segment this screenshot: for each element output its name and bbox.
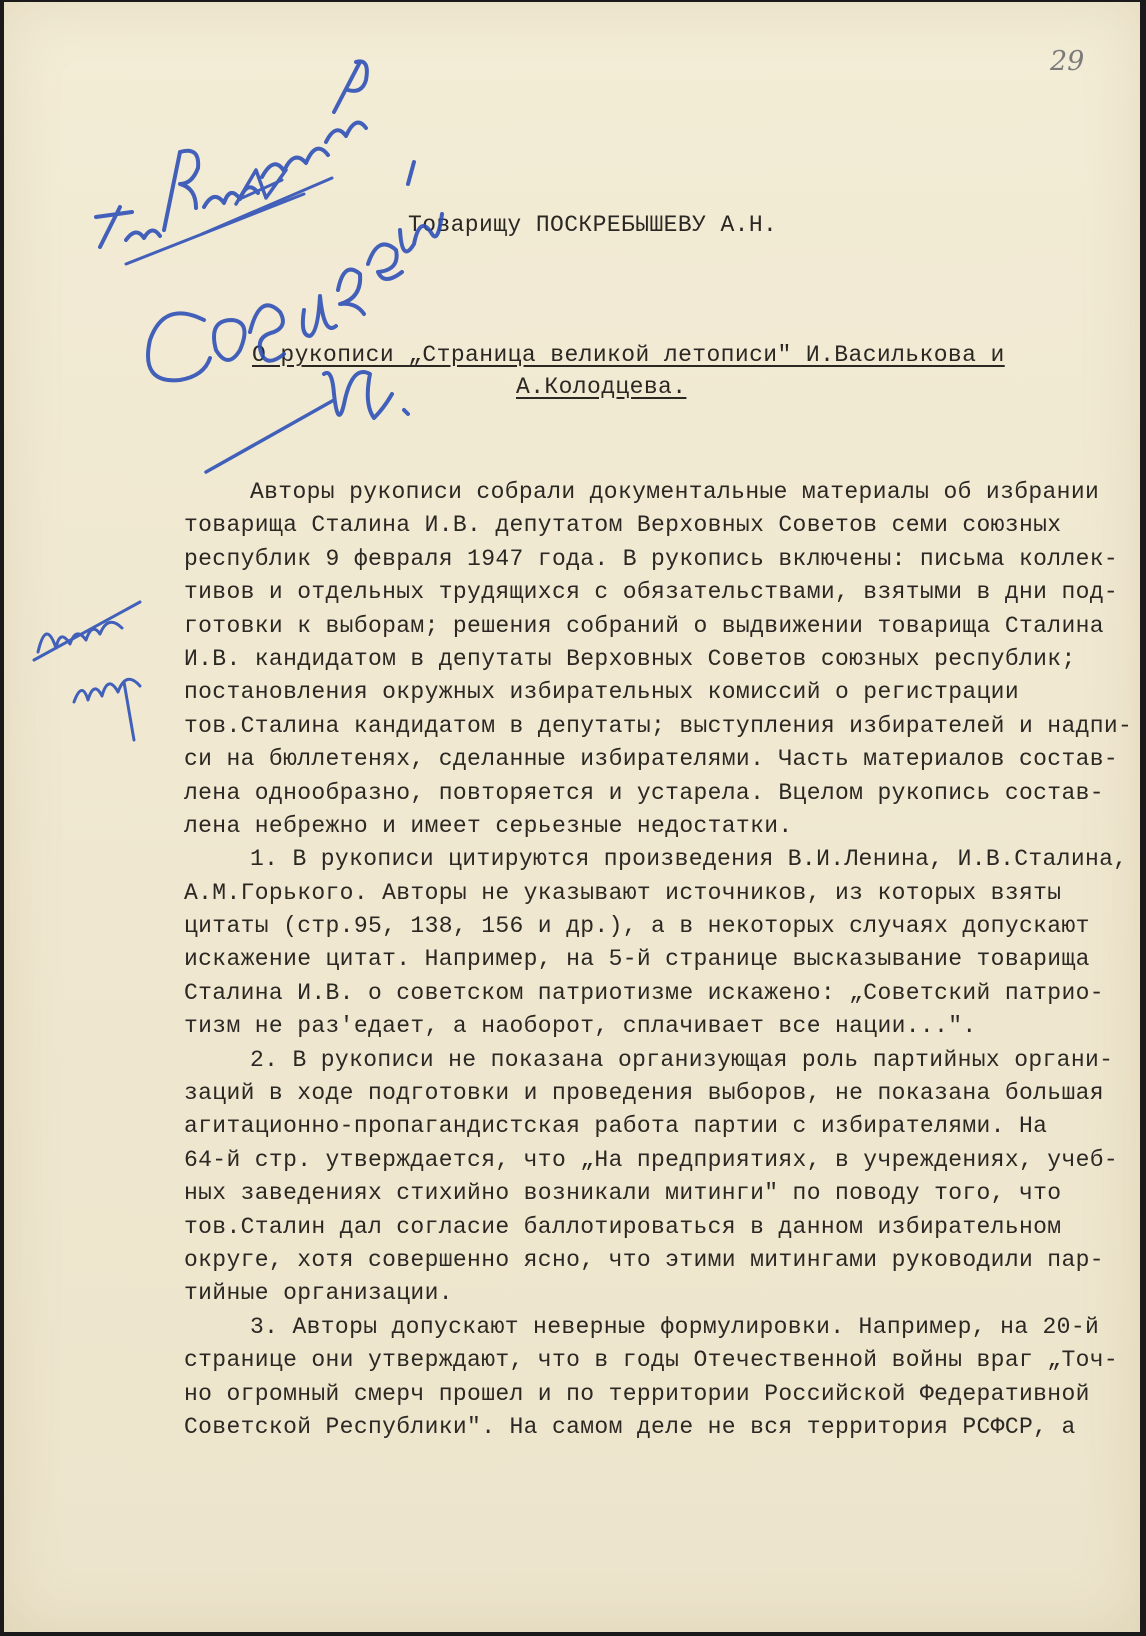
body-line: искажение цитат. Например, на 5-й странице высказывание товарища [184,946,1090,973]
body-text [184,476,1133,1444]
body-line: А.М.Горького. Авторы не указывают источников, из которых взяты [184,879,1062,906]
body-line: 2. В рукописи не показана организующая роль партийных органи- [250,1046,1114,1073]
body-line: 64-й стр. утверждается, что „На предприятиях, в учреждениях, учеб- [184,1146,1119,1173]
body-line: Сталина И.В. о советском патриотизме искажено: „Советский патрио- [184,979,1104,1006]
body-line: республик 9 февраля 1947 года. В рукопись включены: письма коллек- [184,545,1119,572]
handwritten-margin-note [34,602,140,740]
body-line: агитационно-пропагандистская работа партии с избирателями. На [184,1113,1048,1140]
subject-line-2: А.Колодцева. [516,374,687,400]
handwritten-initial [206,372,408,472]
body-line: округе, хотя совершенно ясно, что этими митингами руководили пар- [184,1246,1104,1273]
body-line: тийные организации. [184,1280,453,1307]
body-line: И.В. кандидатом в депутаты Верховных Советов союзных республик; [184,645,1076,672]
body-line: странице они утверждают, что в годы Отечественной войны враг „Точ- [184,1347,1119,1374]
body-line: 3. Авторы допускают неверные формулировки. Например, на 20-й [250,1313,1100,1340]
body-line: товарища Сталина И.В. депутатом Верховных Советов семи союзных [184,512,1062,539]
body-line: 1. В рукописи цитируются произведения В.И.Ленина, И.В.Сталина, [250,846,1128,873]
body-line: тизм не раз'едает, а наоборот, сплачивает все нации...". [184,1013,977,1040]
body-line: Авторы рукописи собрали документальные материалы об избрании [250,479,1100,505]
body-line: лена небрежно и имеет серьезные недостатки. [184,812,793,839]
page-number: 29 [1050,46,1085,77]
body-line: постановления окружных избирательных комиссий о регистрации [184,679,1019,706]
document-page [4,2,1140,1632]
body-line: тивов и отдельных трудящихся с обязательствами, взятыми в дни под- [184,579,1119,606]
subject-line-1: О рукописи „Страница великой летописи" И.Василькова и [252,342,1005,368]
body-line: но огромный смерч прошел и по территории Российской Федеративной [184,1380,1090,1407]
addressee-line: Товарищу ПОСКРЕБЫШЕВУ А.Н. [408,212,778,238]
body-line: тов.Сталина кандидатом в депутаты; выступления избирателей и надпи- [184,712,1133,739]
body-line: цитаты (стр.95, 138, 156 и др.), а в некоторых случаях допускают [184,913,1090,940]
body-line: лена однообразно, повторяется и устарела. Вцелом рукопись состав- [184,779,1104,806]
body-line: ных заведениях стихийно возникали митинги" по поводу того, что [184,1180,1062,1207]
body-line: тов.Сталин дал согласие баллотироваться в данном избирательном [184,1213,1062,1240]
body-line: си на бюллетенях, сделанные избирателями. Часть материалов состав- [184,746,1119,773]
body-line: Советской Республики". На самом деле не вся территория РСФСР, а [184,1413,1076,1440]
handwritten-top-left-note [96,61,367,264]
body-line: заций в ходе подготовки и проведения выборов, не показана большая [184,1080,1104,1107]
body-line: готовки к выборам; решения собраний о выдвижении товарища Сталина [184,612,1104,639]
